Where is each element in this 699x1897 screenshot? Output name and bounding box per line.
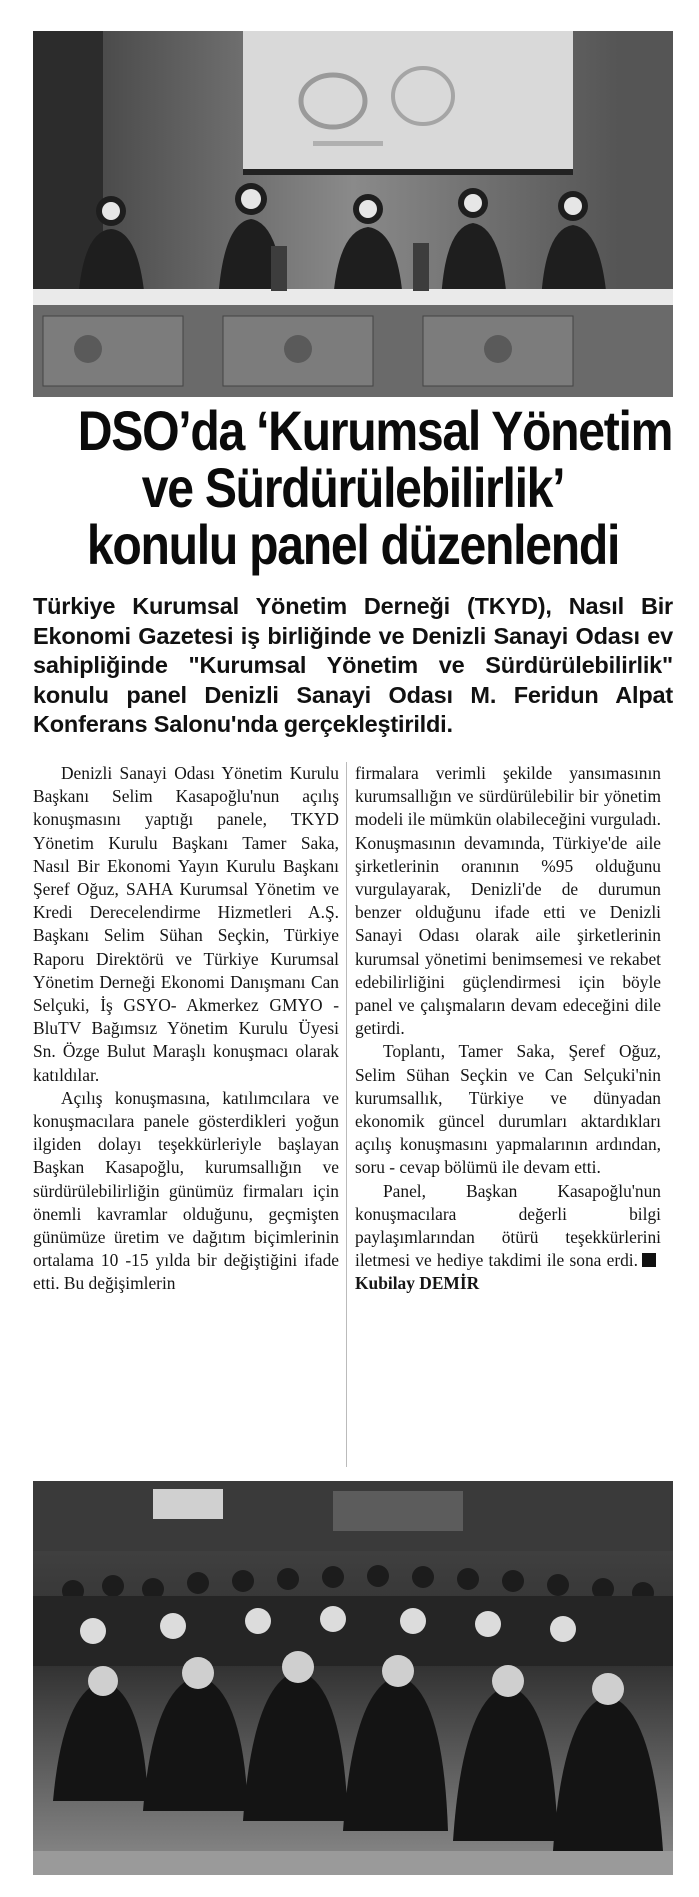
audience-photo — [33, 1481, 673, 1875]
headline-line-1: DSO’da ‘Kurumsal Yönetim — [77, 399, 673, 462]
byline-square-icon — [642, 1253, 656, 1267]
headline-line-3: konulu panel düzenlendi — [86, 513, 620, 576]
body-paragraph-2: Açılış konuşmasına, katılımcılara ve konuşmacılara panele gösterdikleri yoğun ilgiden dolayı teşekkürleriyle başlayan Başkan Kasapoğlu, kurumsallığın ve sürdürülebilirliğin günümüz firmaları için önemli kavramlar olduğunu, geçmişten günümüze üretim ve dağıtım biçimlerinin ortalama 10 -15 yılda bir değiştiğini ifade etti. Bu değişimlerin — [33, 1087, 339, 1294]
body-paragraph-5 — [355, 1180, 661, 1296]
body-column-left — [33, 762, 339, 1296]
body-paragraph-1: Denizli Sanayi Odası Yönetim Kurulu Başkanı Selim Kasapoğlu'nun açılış konuşmasını yaptığı panele, TKYD Yönetim Kurulu Başkanı Tamer Saka, Nasıl Bir Ekonomi Yayın Kurulu Başkanı Şeref Oğuz, SAHA Kurumsal Yönetim ve Kredi Derecelendirme Hizmetleri A.Ş. Başkanı Selim Sühan Seçkin, Türkiye Raporu Direktörü ve Türkiye Kurumsal Yönetim Derneği Ekonomi Danışmanı Can Selçuki, İş GSYO- Akmerkez GMYO - BluTV Bağımsız Yönetim Kurulu Üyesi Sn. Özge Bulut Maraşlı konuşmacı olarak katıldılar. — [33, 763, 339, 1085]
body-paragraph-4: Toplantı, Tamer Saka, Şeref Oğuz, Selim Sühan Seçkin ve Can Selçuki'nin kurumsallık, Türkiye ve dünyadan ekonomik güncel durumları aktardıkları açılış konuşmasını yapmalarının ardından, soru - cevap bölümü ile devam etti. — [355, 1041, 661, 1178]
column-divider — [346, 762, 347, 1467]
panel-speakers-photo — [33, 31, 673, 397]
article-lead: Türkiye Kurumsal Yönetim Derneği (TKYD), Nasıl Bir Ekonomi Gazetesi iş birliğinde ve Denizli Sanayi Odası ev sahipliğinde "Kurumsal Yönetim ve Sürdürülebilirlik" konulu panel Denizli Sanayi Odası M. Feridun Alpat Konferans Salonu'nda gerçekleştirildi. — [33, 593, 673, 737]
body-paragraph-3: firmalara verimli şekilde yansımasının kurumsallığın ve sürdürülebilir bir yönetim modeli ile mümkün olabileceğini vurguladı. Konuşmasının devamında, Türkiye'de aile şirketlerinin oranının %95 olduğunu vurgulayarak, Denizli'de de durumun benzer olduğunu ifade etti ve Denizli Sanayi Odası olarak aile şirketlerinin kurumsal yönetimi benimsemesi ve rekabet edebilirliğini güçlendirmesi için böyle panel ve çalışmaların devam edeceğini dile getirdi. — [355, 763, 661, 1039]
article-headline — [77, 399, 673, 576]
byline-author: Kubilay DEMİR — [355, 1273, 480, 1294]
headline-line-2: ve Sürdürülebilirlik’ — [141, 456, 565, 519]
body-column-right — [355, 762, 661, 1296]
body-paragraph-5-text: Panel, Başkan Kasapoğlu'nun konuşmacılara değerli bilgi paylaşımlarından ötürü teşekkürlerini iletmesi ve hediye takdimi ile sona erdi. — [355, 1180, 661, 1271]
